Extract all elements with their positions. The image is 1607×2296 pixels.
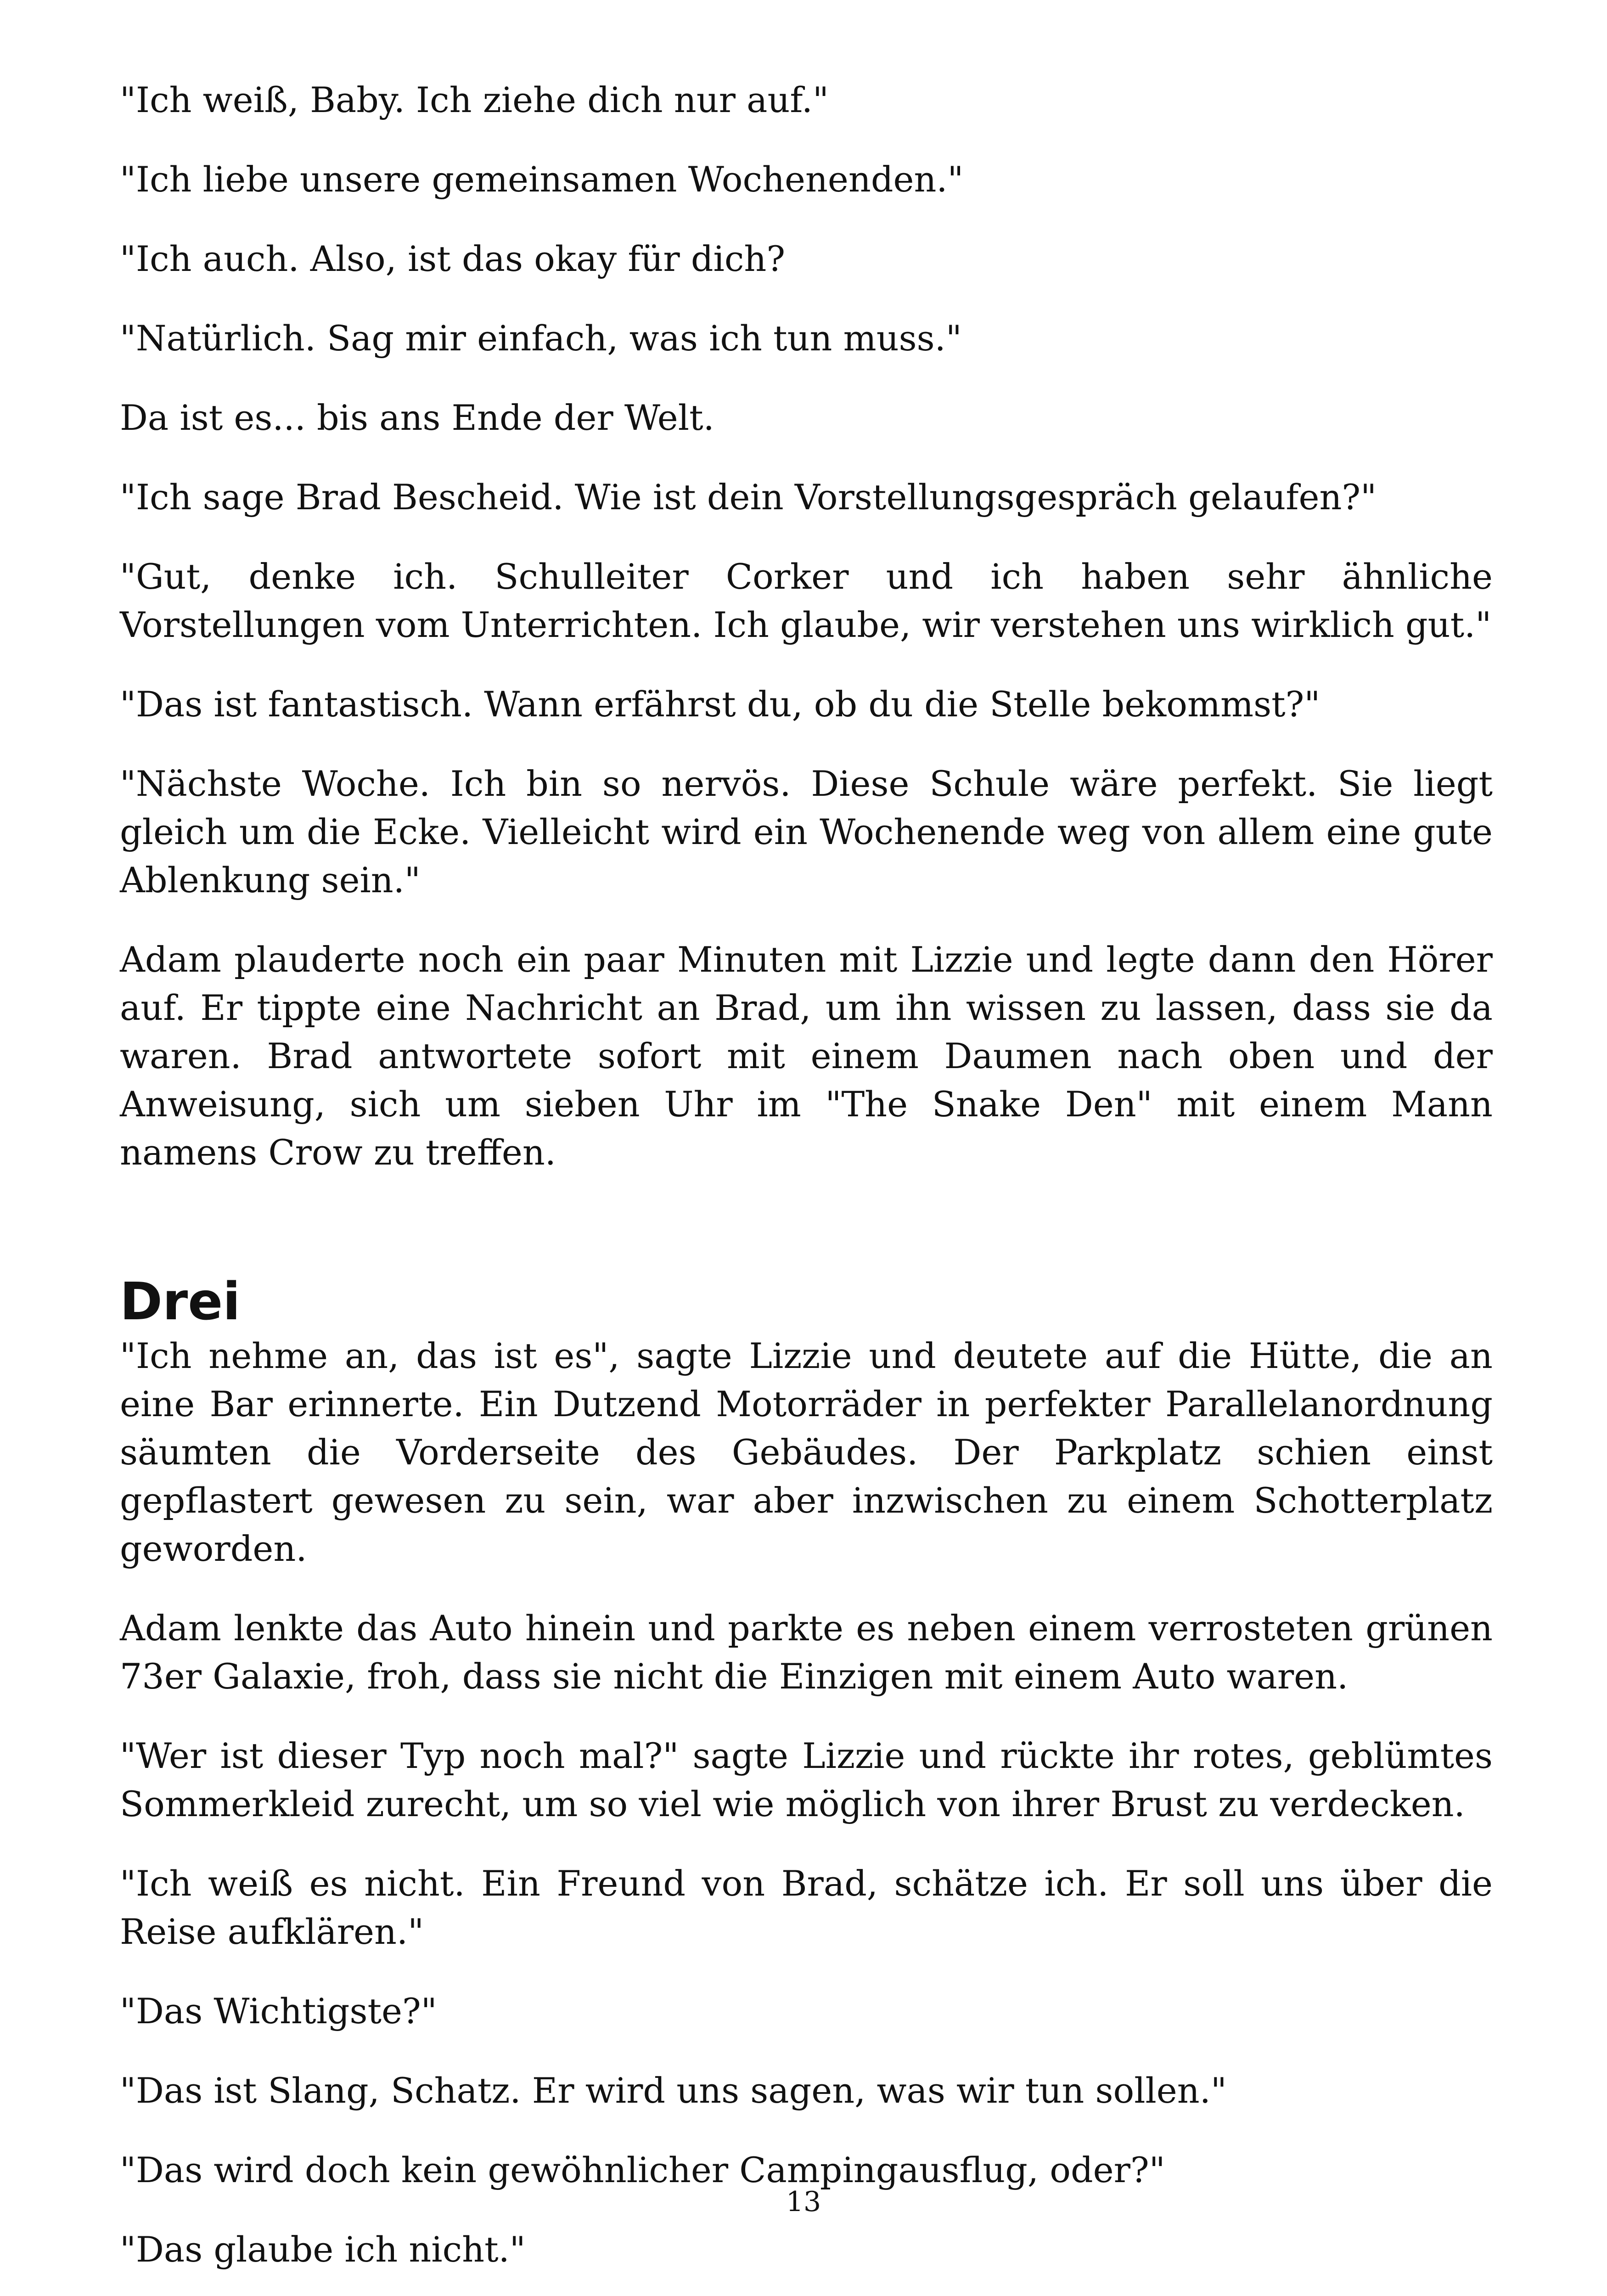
- paragraph: "Das Wichtigste?": [120, 1991, 437, 2032]
- paragraph: "Ich weiß es nicht. Ein Freund von Brad, schätze ich. Er soll uns über die Reise aufklären.": [120, 1863, 1493, 1952]
- paragraph: "Ich auch. Also, ist das okay für dich?: [120, 238, 786, 279]
- paragraph: "Ich sage Brad Bescheid. Wie ist dein Vorstellungsgespräch gelaufen?": [120, 477, 1377, 518]
- paragraph: "Natürlich. Sag mir einfach, was ich tun muss.": [120, 318, 962, 359]
- paragraph: "Das glaube ich nicht.": [120, 2229, 526, 2270]
- chapter-spacer: [120, 1208, 1493, 1272]
- page-body: [120, 76, 1493, 2296]
- paragraph: "Das wird doch kein gewöhnlicher Campingausflug, oder?": [120, 2150, 1165, 2190]
- chapter-title: Drei: [120, 1272, 241, 1332]
- paragraph: "Ich nehme an, das ist es", sagte Lizzie und deutete auf die Hütte, die an eine Bar erinnerte. Ein Dutzend Motorräder in perfekter Parallelanordnung säumten die Vorderseite des Gebäudes. Der Parkplatz schien einst gepflastert gewesen zu sein, war aber inzwischen zu einem Schotterplatz geworden.: [120, 1335, 1493, 1569]
- paragraph: "Das ist Slang, Schatz. Er wird uns sagen, was wir tun sollen.": [120, 2070, 1227, 2111]
- paragraph: "Nächste Woche. Ich bin so nervös. Diese Schule wäre perfekt. Sie liegt gleich um die Ecke. Vielleicht wird ein Wochenende weg von allem eine gute Ablenkung sein.": [120, 763, 1493, 900]
- paragraph: "Das ist fantastisch. Wann erfährst du, ob du die Stelle bekommst?": [120, 684, 1320, 725]
- paragraph: "Ich weiß, Baby. Ich ziehe dich nur auf.": [120, 79, 829, 120]
- paragraph: "Ich liebe unsere gemeinsamen Wochenenden.": [120, 159, 964, 200]
- paragraph: Adam plauderte noch ein paar Minuten mit Lizzie und legte dann den Hörer auf. Er tippte eine Nachricht an Brad, um ihn wissen zu lassen, dass sie da waren. Brad antwortete sofort mit einem Daumen nach oben und der Anweisung, sich um sieben Uhr im "The Snake Den" mit einem Mann namens Crow zu treffen.: [120, 939, 1493, 1173]
- paragraph: Da ist es... bis ans Ende der Welt.: [120, 397, 714, 438]
- paragraph: "Wer ist dieser Typ noch mal?" sagte Lizzie und rückte ihr rotes, geblümtes Sommerkleid zurecht, um so viel wie möglich von ihrer Brust zu verdecken.: [120, 1735, 1493, 1824]
- paragraph: "Gut, denke ich. Schulleiter Corker und ich haben sehr ähnliche Vorstellungen vom Unterrichten. Ich glaube, wir verstehen uns wirklich gut.": [120, 556, 1493, 645]
- page-number: 13: [786, 2186, 821, 2218]
- paragraph: Adam lenkte das Auto hinein und parkte es neben einem verrosteten grünen 73er Galaxie, froh, dass sie nicht die Einzigen mit einem Auto waren.: [120, 1608, 1493, 1697]
